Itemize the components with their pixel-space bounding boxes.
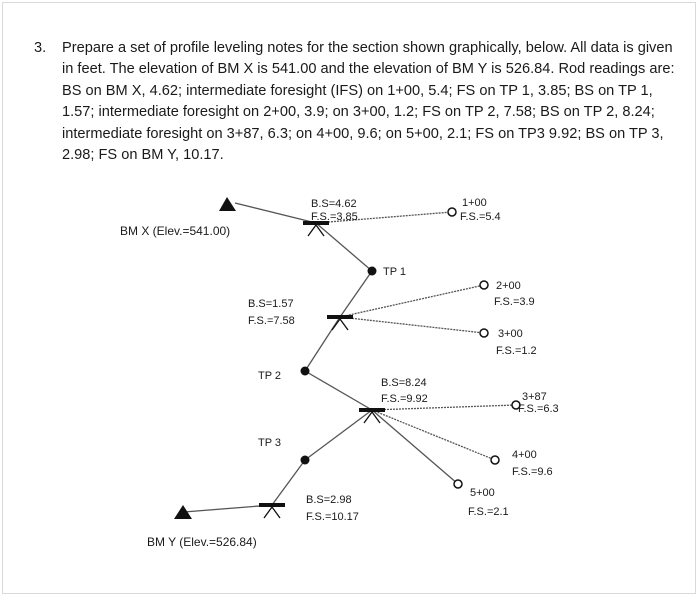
sight-setup3-tp3	[305, 410, 372, 460]
station-2plus00-label: 2+00	[496, 280, 521, 292]
station-4plus00-point	[491, 456, 499, 464]
sight-setup2-2plus00	[340, 285, 484, 317]
sight-tp3-setup4	[272, 460, 305, 505]
station-1plus00-label: 1+00	[462, 197, 487, 209]
station-1plus00-fs: F.S.=5.4	[460, 211, 501, 223]
tp2-point	[301, 367, 310, 376]
problem-number: 3.	[34, 40, 47, 56]
station-2plus00-fs: F.S.=3.9	[494, 296, 535, 308]
sight-bmx-setup1	[235, 203, 316, 223]
problem-text: Prepare a set of profile leveling notes for the section shown graphically, below. All data is given in feet. The elevation of BM X is 541.00 and the elevation of BM Y is 526.84. Rod readings are: BS on BM X, 4.62; intermediate foresight (IFS) on 1+00, 5.4; FS on TP 1, 3.85; BS on TP 1, 1.57; intermediate foresight on 2+00, 3.9; on 3+00, 1.2; FS on TP 2, 7.58; BS on TP 2, 8.24; intermediate foresight on 3+87, 6.3; on 4+00, 9.6; on 5+00, 2.1; FS on TP3 9.92; BS on TP 3, 2.98; FS on BM Y, 10.17.	[62, 40, 675, 164]
tp1-label: TP 1	[383, 266, 407, 278]
station-3plus87-label: 3+87	[522, 391, 547, 403]
sight-setup3-3plus87	[372, 405, 516, 410]
sight-setup3-5plus00	[372, 410, 458, 484]
sight-tp2-setup3	[305, 371, 372, 410]
sight-setup1-tp1	[316, 223, 372, 271]
station-2plus00-point	[480, 281, 488, 289]
station-1plus00-point	[448, 208, 456, 216]
bm-x-label: BM X (Elev.=541.00)	[120, 224, 231, 238]
setup2-fs: F.S.=7.58	[248, 315, 295, 327]
tp2-label: TP 2	[258, 370, 282, 382]
tp1-point	[368, 267, 377, 276]
station-3plus87-fs: F.S.=6.3	[518, 403, 559, 415]
bm-x-triangle	[219, 197, 236, 211]
setup2-bs: B.S=1.57	[248, 298, 294, 310]
station-3plus00-label: 3+00	[498, 328, 523, 340]
station-5plus00-label: 5+00	[470, 487, 495, 499]
sight-lines	[184, 203, 516, 512]
setup4-bs: B.S=2.98	[306, 494, 352, 506]
setup1-bs: B.S=4.62	[311, 198, 357, 210]
station-3plus00-fs: F.S.=1.2	[496, 345, 537, 357]
tp3-point	[301, 456, 310, 465]
sight-setup2-3plus00	[340, 317, 484, 333]
sight-setup3-4plus00	[372, 410, 495, 460]
setup3-fs: F.S.=9.92	[381, 393, 428, 405]
setup4-fs: F.S.=10.17	[306, 511, 359, 523]
station-4plus00-label: 4+00	[512, 449, 537, 461]
tp3-label: TP 3	[258, 437, 282, 449]
level-setup-2	[327, 315, 353, 330]
station-3plus00-point	[480, 329, 488, 337]
sight-tp1-setup2	[340, 271, 372, 317]
setup1-fs: F.S.=3.85	[311, 211, 358, 223]
sight-setup4-bmy	[184, 505, 272, 512]
setup3-bs: B.S=8.24	[381, 377, 427, 389]
station-4plus00-fs: F.S.=9.6	[512, 466, 553, 478]
level-setup-3	[359, 408, 385, 423]
station-5plus00-point	[454, 480, 462, 488]
station-5plus00-fs: F.S.=2.1	[468, 506, 509, 518]
level-setup-1	[303, 221, 329, 236]
bm-y-label: BM Y (Elev.=526.84)	[147, 535, 257, 549]
level-setup-4	[259, 503, 285, 518]
sight-setup2-tp2	[305, 317, 340, 371]
